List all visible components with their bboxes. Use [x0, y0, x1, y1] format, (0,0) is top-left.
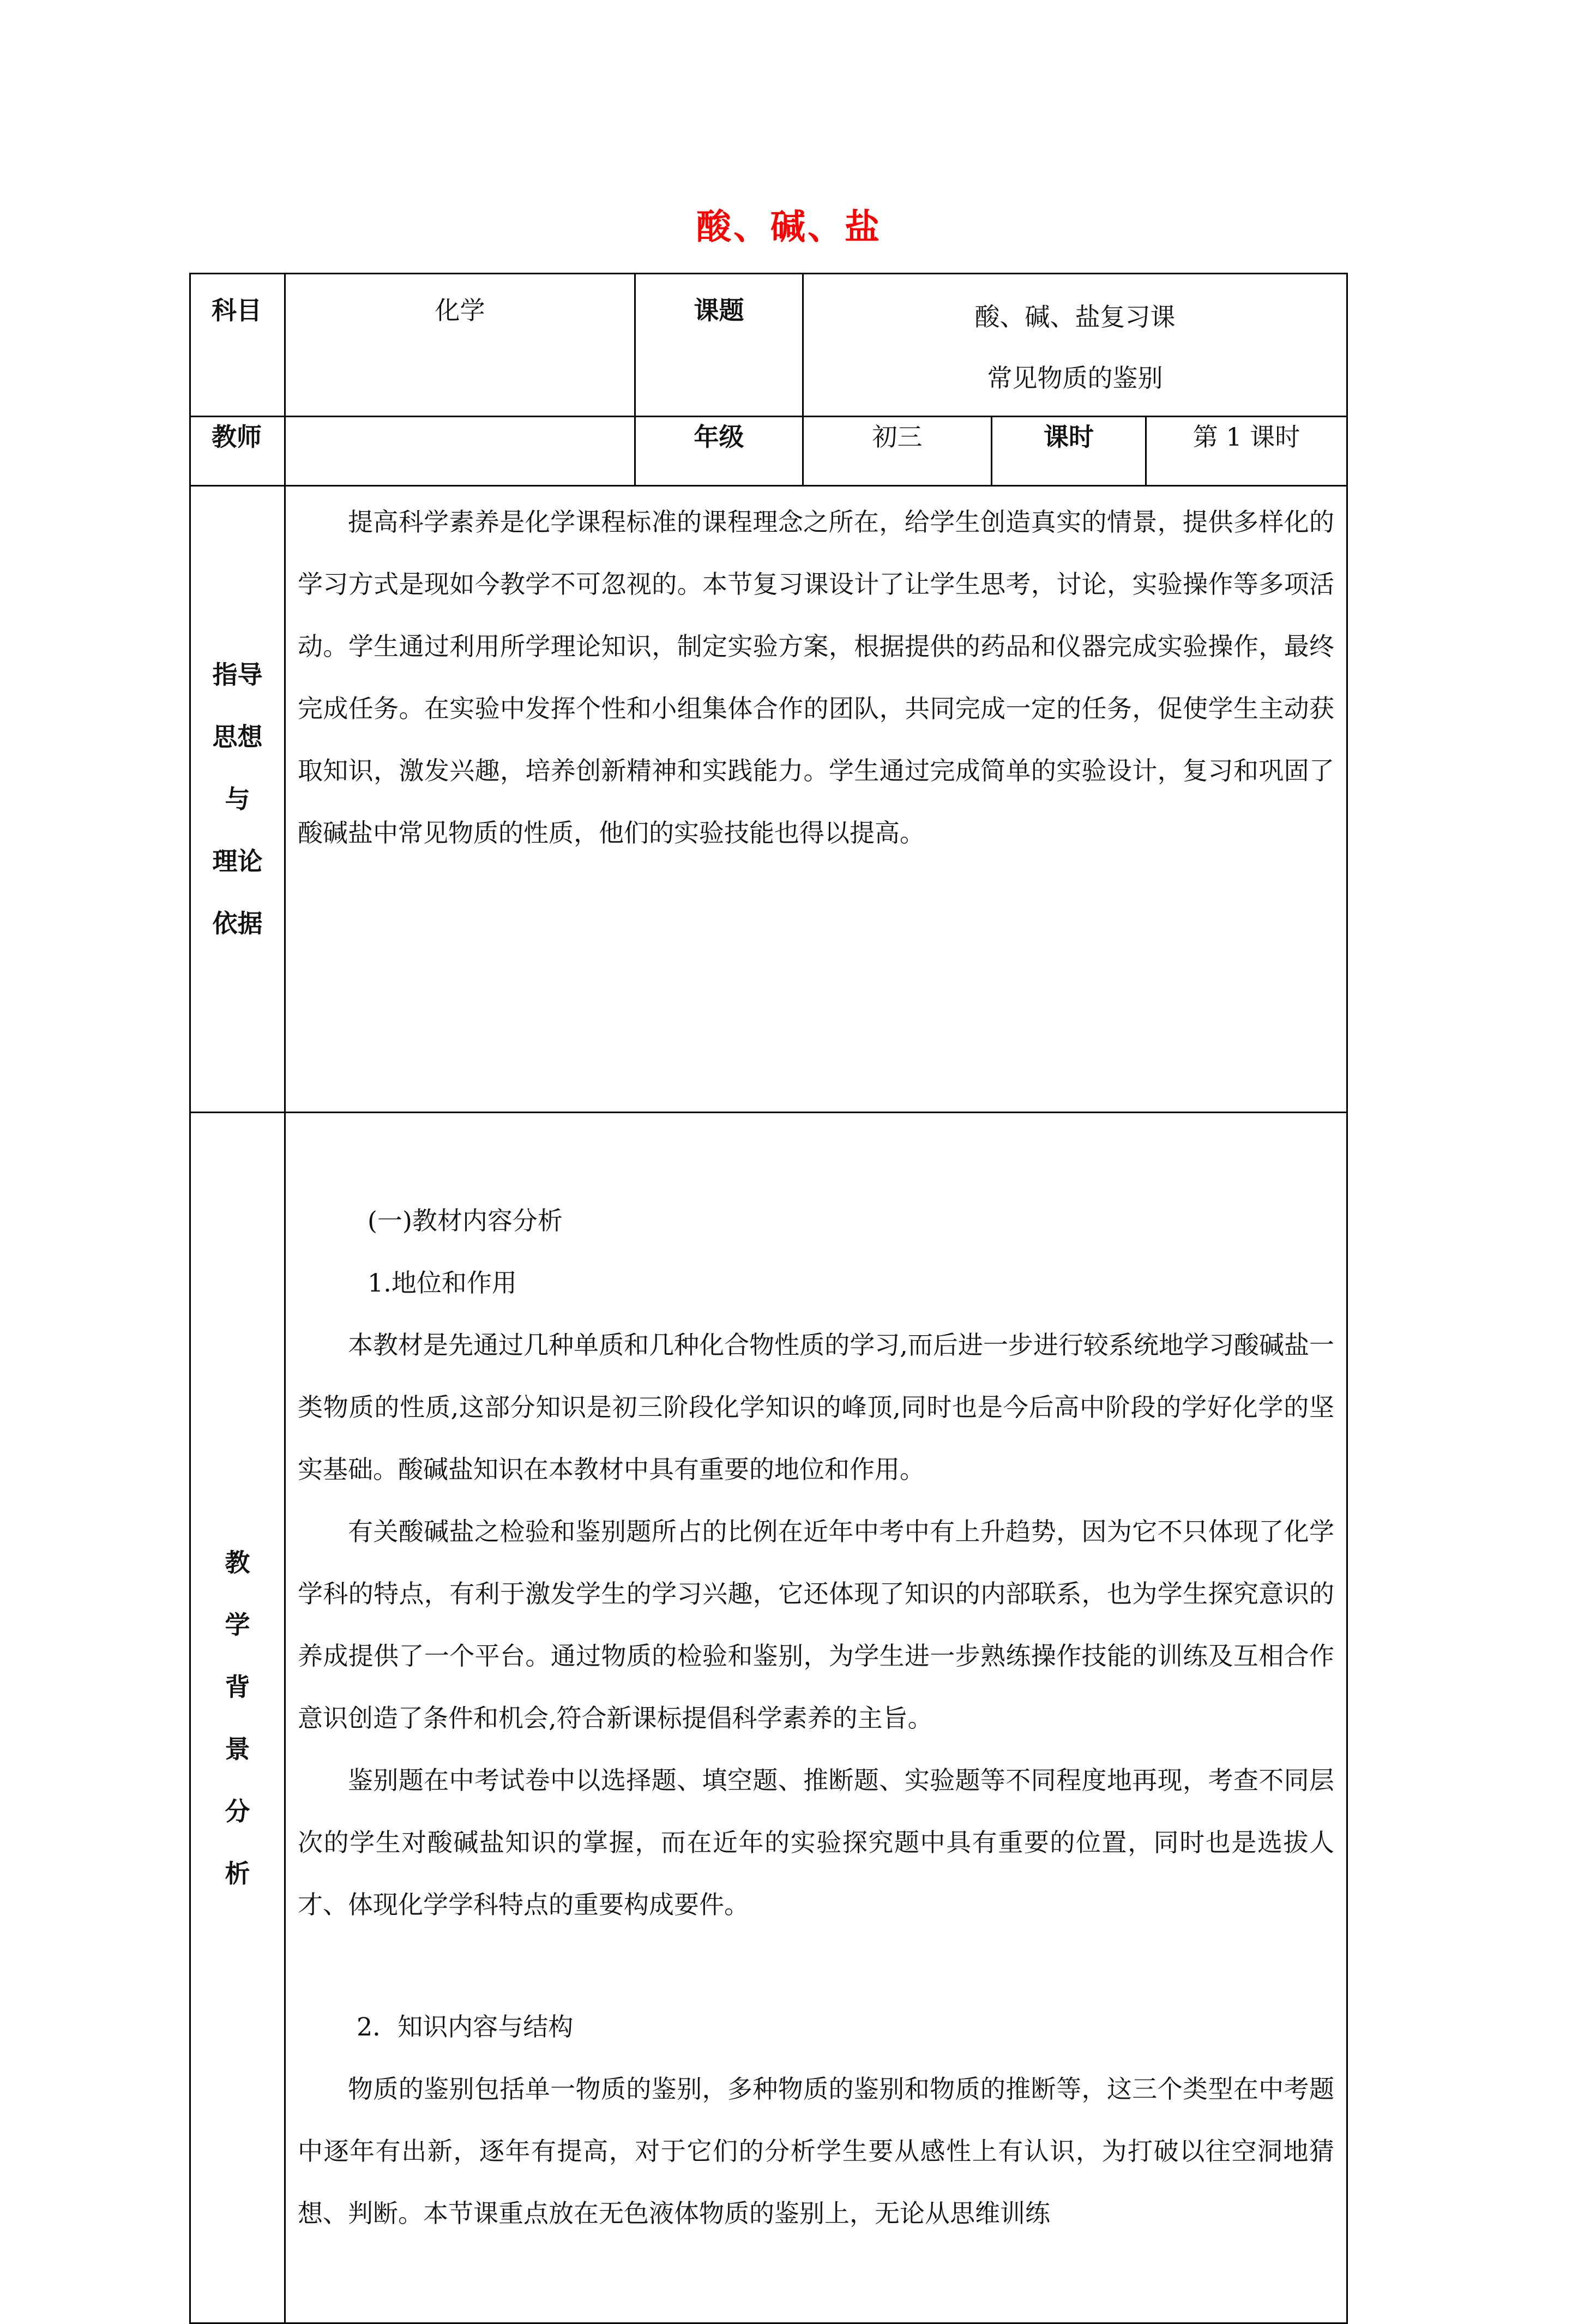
- subsection-heading-2: 2．知识内容与结构: [357, 2012, 574, 2041]
- guiding-label-part: 指导: [212, 660, 263, 689]
- analysis-paragraph-1: 本教材是先通过几种单质和几种化合物性质的学习,而后进一步进行较系统地学习酸碱盐一类物质的性质,这部分知识是初三阶段化学知识的峰顶,同时也是今后高中阶段的学好化学的坚实基础。酸碱盐知识在本教材中具有重要的地位和作用。: [298, 1330, 1335, 1484]
- section-heading: (一)教材内容分析: [368, 1206, 563, 1235]
- guiding-label-part: 理论: [212, 846, 263, 876]
- analysis-paragraph-3: 鉴别题在中考试卷中以选择题、填空题、推断题、实验题等不同程度地再现，考查不同层次的学生对酸碱盐知识的掌握，而在近年的实验探究题中具有重要的位置，同时也是选拔人才、体现化学学科特点的重要构成要件。: [298, 1765, 1335, 1919]
- table-row-background-analysis: [190, 1113, 1347, 2323]
- background-label-char: 背: [225, 1672, 250, 1702]
- topic-line-2: 常见物质的鉴别: [987, 363, 1163, 393]
- spacer: [298, 1936, 1334, 1996]
- subject-value: 化学: [285, 274, 635, 417]
- guiding-label-part: 与: [225, 784, 250, 814]
- topic-line-1: 酸、碱、盐复习课: [974, 302, 1176, 332]
- table-row-teacher: [190, 417, 1347, 486]
- page-title: 酸、碱、盐: [696, 207, 882, 248]
- analysis-paragraph-2: 有关酸碱盐之检验和鉴别题所占的比例在近年中考中有上升趋势，因为它不只体现了化学学科的特点，有利于激发学生的学习兴趣，它还体现了知识的内部联系，也为学生探究意识的养成提供了一个平台。通过物质的检验和鉴别，为学生进一步熟练操作技能的训练及互相合作意识创造了条件和机会,符合新课标提倡科学素养的主旨。: [298, 1517, 1335, 1733]
- guiding-label-part: 思想: [212, 722, 263, 752]
- teacher-value: [285, 417, 635, 486]
- topic-cell: [803, 274, 1347, 417]
- background-label-char: 析: [225, 1858, 250, 1888]
- background-label-char: 景: [225, 1734, 250, 1764]
- period-label: 课时: [992, 417, 1146, 486]
- topic-label: 课题: [635, 274, 803, 417]
- background-label-char: 分: [225, 1796, 250, 1826]
- subsection-heading-1: 1.地位和作用: [368, 1268, 517, 1298]
- period-value: 第 1 课时: [1146, 417, 1347, 486]
- background-label-char: 教: [225, 1547, 250, 1577]
- subject-label: 科目: [190, 274, 285, 417]
- guiding-theory-paragraph: 提高科学素养是化学课程标准的课程理念之所在，给学生创造真实的情景，提供多样化的学习方式是现如今教学不可忽视的。本节复习课设计了让学生思考，讨论，实验操作等多项活动。学生通过利用所学理论知识，制定实验方案，根据提供的药品和仪器完成实验操作，最终完成任务。在实验中发挥个性和小组集体合作的团队，共同完成一定的任务，促使学生主动获取知识，激发兴趣，培养创新精神和实践能力。学生通过完成简单的实验设计，复习和巩固了酸碱盐中常见物质的性质，他们的实验技能也得以提高。: [298, 507, 1335, 848]
- grade-label: 年级: [635, 417, 803, 486]
- background-analysis-label: [190, 1113, 285, 2323]
- guiding-theory-label: [190, 486, 285, 1113]
- table-row-guiding-theory: [190, 486, 1347, 1113]
- table-row-subject: [190, 274, 1347, 417]
- analysis-paragraph-4: 物质的鉴别包括单一物质的鉴别，多种物质的鉴别和物质的推断等，这三个类型在中考题中逐年有出新，逐年有提高，对于它们的分析学生要从感性上有认识，为打破以往空洞地猜想、判断。本节课重点放在无色液体物质的鉴别上，无论从思维训练: [298, 2074, 1335, 2228]
- teacher-label: 教师: [190, 417, 285, 486]
- guiding-theory-content: [285, 486, 1347, 1113]
- guiding-label-part: 依据: [212, 909, 263, 938]
- grade-value: 初三: [803, 417, 992, 486]
- background-label-char: 学: [225, 1610, 250, 1640]
- lesson-plan-table: [189, 273, 1348, 2324]
- background-analysis-content: [285, 1113, 1347, 2323]
